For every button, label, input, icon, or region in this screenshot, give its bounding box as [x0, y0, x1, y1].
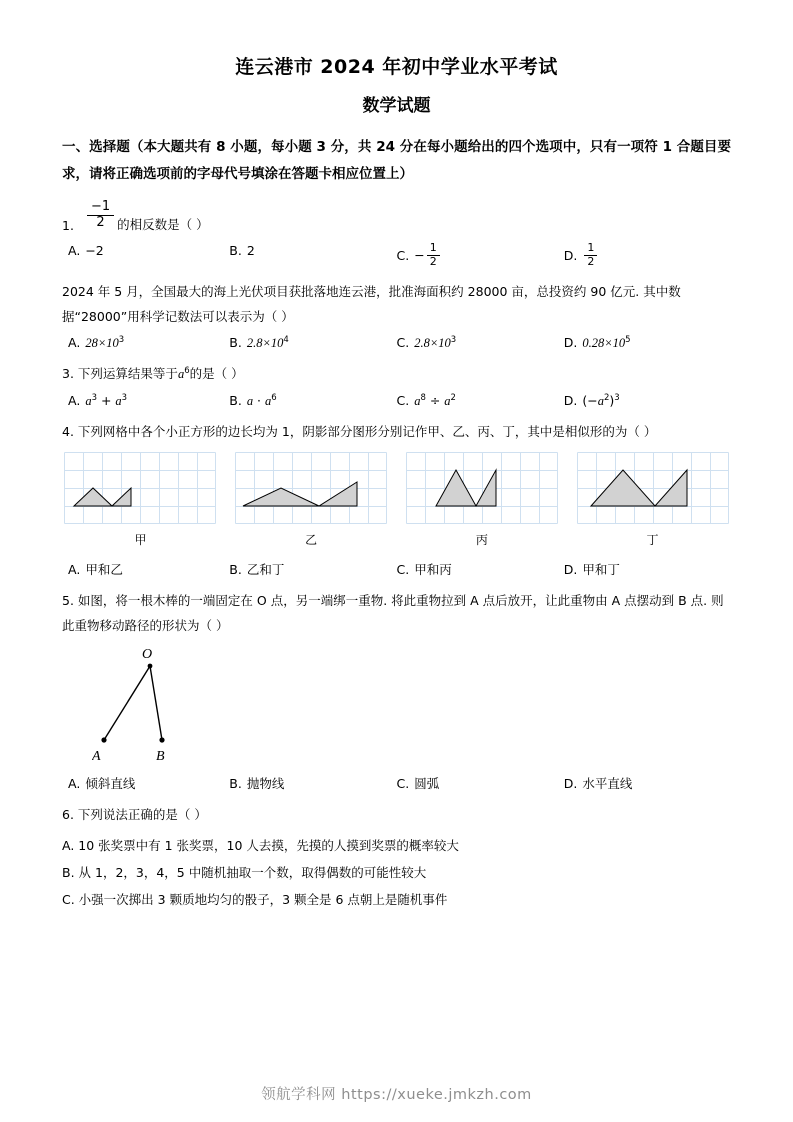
- question-1-fraction: $\frac{-1}{2}$: [87, 200, 114, 231]
- point-label-o: O: [142, 647, 153, 663]
- question-4-options: [62, 560, 731, 578]
- question-5: [62, 588, 731, 792]
- option-c[interactable]: C. 甲和丙: [396, 562, 452, 578]
- option-b[interactable]: B. 乙和丁: [229, 562, 285, 578]
- question-5-stem: 5. 如图，将一根木棒的一端固定在 O 点，另一端绑一重物. 将此重物拉到 A 点后放开，让此重物由 A 点摆动到 B 点. 则此重物移动路径的形状为（ ）: [62, 593, 724, 634]
- question-6: [62, 802, 731, 912]
- figure-yi: [235, 452, 388, 548]
- question-4: [62, 419, 731, 578]
- question-1: [62, 199, 731, 269]
- option-d[interactable]: D. $0.28\times 10^5$: [563, 335, 631, 351]
- question-5-options: [62, 774, 731, 792]
- option-a[interactable]: A. −2: [68, 242, 104, 258]
- point-label-a: A: [92, 749, 101, 765]
- section-heading: 一、选择题（本大题共有 8 小题，每小题 3 分，共 24 分在每小题给出的四个选项中，只有一项符 1 合题目要求，请将正确选项前的字母代号填涂在答题卡相应位置上）: [62, 139, 731, 182]
- page-title: 连云港市 2024 年初中学业水平考试: [235, 56, 558, 78]
- option-d[interactable]: D. $(-a^2)^3$: [563, 393, 620, 409]
- question-1-options: [62, 240, 731, 269]
- figure-jia: [64, 452, 217, 548]
- question-2-options: [62, 335, 731, 351]
- option-b[interactable]: B. 抛物线: [229, 776, 285, 792]
- option-c[interactable]: C. − $\frac{1}{2}$: [397, 243, 564, 269]
- grid-figure-ding: [577, 452, 729, 524]
- option-c[interactable]: C. $2.8\times 10^3$: [396, 335, 457, 351]
- question-2: [62, 279, 731, 351]
- page-subtitle: 数学试题: [362, 96, 431, 116]
- question-3-stem: 3. 下列运算结果等于$a^6$的是（ ）: [62, 366, 244, 382]
- figure-label-jia: 甲: [134, 533, 147, 548]
- figure-label-ding: 丁: [646, 533, 659, 548]
- option-d[interactable]: D. 甲和丁: [563, 562, 620, 578]
- option-b[interactable]: B. $2.8\times 10^4$: [229, 335, 289, 351]
- grid-figure-bing: [406, 452, 558, 524]
- option-c-fraction: $\frac{1}{2}$: [427, 242, 440, 268]
- option-d[interactable]: D. 水平直线: [563, 776, 633, 792]
- pendulum-diagram: [92, 642, 252, 767]
- question-4-figures: [62, 452, 731, 548]
- figure-bing: [405, 452, 558, 548]
- question-6-stem: 6. 下列说法正确的是（ ）: [62, 807, 207, 823]
- option-a[interactable]: A. 倾斜直线: [68, 776, 136, 792]
- question-6-option-a[interactable]: A. 10 张奖票中有 1 张奖票，10 人去摸，先摸的人摸到奖票的概率较大: [62, 838, 459, 854]
- option-d-fraction: $\frac{1}{2}$: [584, 242, 597, 268]
- option-d[interactable]: D. $\frac{1}{2}$: [564, 243, 731, 269]
- question-3: [62, 361, 731, 409]
- question-3-options: [62, 393, 731, 409]
- figure-ding: [576, 452, 729, 548]
- option-a[interactable]: A. $a^3 + a^3$: [68, 393, 128, 409]
- question-4-stem: 4. 下列网格中各个小正方形的边长均为 1，阴影部分图形分别记作甲、乙、丙、丁，其中是相似形的为（ ）: [62, 424, 657, 440]
- figure-label-bing: 丙: [475, 533, 488, 548]
- point-label-b: B: [156, 749, 165, 765]
- option-c[interactable]: C. $a^8 \div a^2$: [396, 393, 456, 409]
- option-a[interactable]: A. $28\times 10^3$: [68, 335, 125, 351]
- figure-label-yi: 乙: [305, 533, 318, 548]
- question-2-stem: 2024 年 5 月，全国最大的海上光伏项目获批落地连云港，批准海面积约 28000 亩，总投资约 90 亿元. 其中数据“28000”用科学记数法可以表示为（ ）: [62, 284, 681, 325]
- watermark: 领航学科网 https://xueke.jmkzh.com: [261, 1087, 532, 1103]
- question-1-number: 1.: [62, 217, 74, 233]
- option-a[interactable]: A. 甲和乙: [68, 562, 123, 578]
- option-b[interactable]: B. $a \cdot a^6$: [229, 393, 277, 409]
- question-6-option-c[interactable]: C. 小强一次掷出 3 颗质地均匀的骰子，3 颗全是 6 点朝上是随机事件: [62, 892, 448, 908]
- question-1-stem: 的相反数是（ ）: [117, 216, 209, 232]
- question-5-diagram: [92, 642, 731, 772]
- grid-figure-jia: [64, 452, 216, 524]
- question-6-option-b[interactable]: B. 从 1，2，3，4，5 中随机抽取一个数，取得偶数的可能性较大: [62, 865, 427, 881]
- grid-figure-yi: [235, 452, 387, 524]
- option-b[interactable]: B. 2: [229, 242, 255, 258]
- option-c[interactable]: C. 圆弧: [396, 776, 440, 792]
